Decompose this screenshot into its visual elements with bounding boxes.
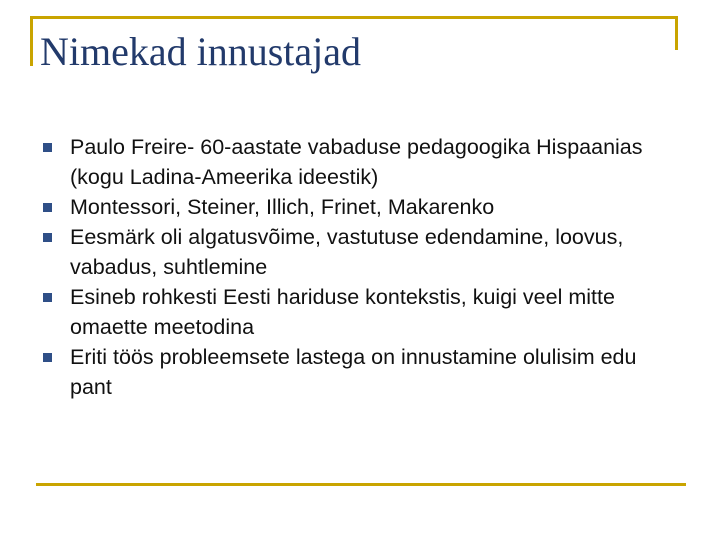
bullet-text: Eesmärk oli algatusvõime, vastutuse edendamine, loovus, vabadus, suhtlemine bbox=[70, 225, 624, 279]
bullet-item bbox=[40, 222, 680, 282]
square-bullet-icon bbox=[43, 293, 52, 302]
title-frame-left-line bbox=[30, 16, 33, 66]
bullet-text: Paulo Freire- 60-aastate vabaduse pedagoogika Hispaanias (kogu Ladina-Ameerika ideestik) bbox=[70, 135, 643, 189]
title-frame-right-line bbox=[675, 16, 678, 50]
square-bullet-icon bbox=[43, 233, 52, 242]
bullet-text: Esineb rohkesti Eesti hariduse kontekstis, kuigi veel mitte omaette meetodina bbox=[70, 285, 615, 339]
title-frame-top-line bbox=[30, 16, 678, 19]
bullet-item bbox=[40, 342, 680, 402]
bullet-text: Montessori, Steiner, Illich, Frinet, Makarenko bbox=[70, 195, 495, 219]
bullet-item bbox=[40, 192, 680, 222]
square-bullet-icon bbox=[43, 353, 52, 362]
square-bullet-icon bbox=[43, 143, 52, 152]
bullet-item bbox=[40, 282, 680, 342]
bullet-text: Eriti töös probleemsete lastega on innustamine olulisim edu pant bbox=[70, 345, 637, 399]
bullet-item bbox=[40, 132, 680, 192]
bullet-list bbox=[40, 132, 680, 402]
square-bullet-icon bbox=[43, 203, 52, 212]
bottom-divider-line bbox=[36, 483, 686, 486]
slide-title: Nimekad innustajad bbox=[40, 29, 362, 74]
